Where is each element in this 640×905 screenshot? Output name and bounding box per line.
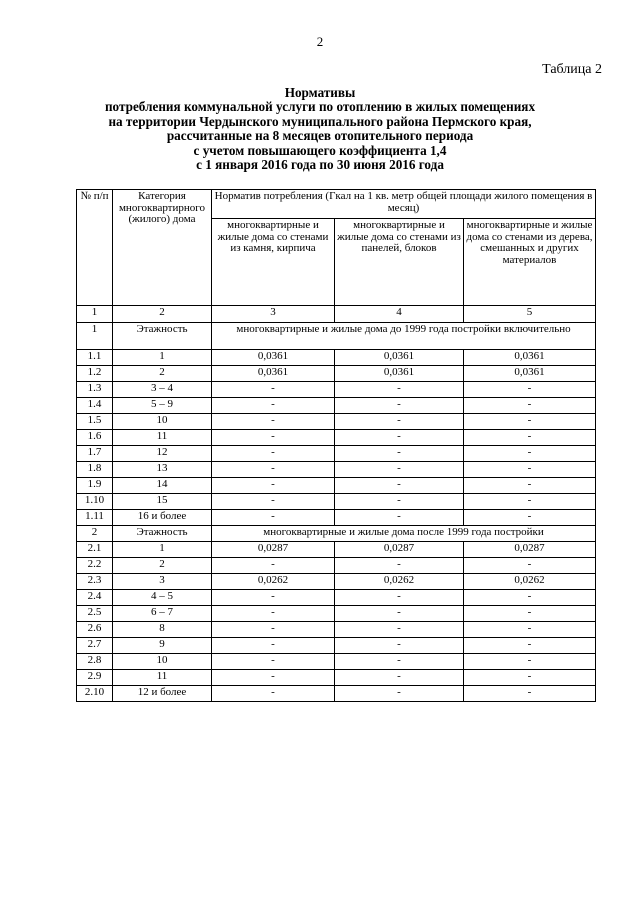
section-category: Этажность <box>113 323 212 350</box>
column-number: 3 <box>212 306 335 323</box>
value-stone: - <box>212 382 335 398</box>
value-wood: - <box>464 670 596 686</box>
header-row <box>77 190 596 219</box>
value-wood: - <box>464 430 596 446</box>
column-number: 2 <box>113 306 212 323</box>
value-stone: 0,0262 <box>212 574 335 590</box>
row-number: 1.6 <box>77 430 113 446</box>
row-floors: 2 <box>113 366 212 382</box>
value-wood: 0,0287 <box>464 542 596 558</box>
value-wood: - <box>464 606 596 622</box>
value-panel: - <box>335 510 464 526</box>
table-row <box>77 478 596 494</box>
row-floors: 6 – 7 <box>113 606 212 622</box>
value-stone: - <box>212 398 335 414</box>
value-stone: - <box>212 558 335 574</box>
row-number: 2.4 <box>77 590 113 606</box>
section-row-1 <box>77 323 596 350</box>
value-panel: - <box>335 606 464 622</box>
row-number: 2.6 <box>77 622 113 638</box>
value-panel: - <box>335 478 464 494</box>
row-floors: 12 и более <box>113 686 212 702</box>
row-floors: 5 – 9 <box>113 398 212 414</box>
row-floors: 9 <box>113 638 212 654</box>
table-row <box>77 670 596 686</box>
table-row <box>77 542 596 558</box>
row-floors: 13 <box>113 462 212 478</box>
value-stone: - <box>212 446 335 462</box>
value-wood: - <box>464 494 596 510</box>
value-wood: 0,0361 <box>464 350 596 366</box>
table-row <box>77 350 596 366</box>
row-floors: 12 <box>113 446 212 462</box>
table-row <box>77 606 596 622</box>
title-line: с 1 января 2016 года по 30 июня 2016 года <box>196 157 444 173</box>
row-number: 1.2 <box>77 366 113 382</box>
section-number: 2 <box>77 526 113 542</box>
table-row <box>77 622 596 638</box>
column-number-row <box>77 306 596 323</box>
value-wood: - <box>464 382 596 398</box>
value-panel: - <box>335 398 464 414</box>
value-wood: - <box>464 654 596 670</box>
header-norm: Норматив потребления (Гкал на 1 кв. метр общей площади жилого помещения в месяц) <box>212 190 596 219</box>
row-number: 1.11 <box>77 510 113 526</box>
value-wood: - <box>464 590 596 606</box>
value-panel: - <box>335 430 464 446</box>
table-row <box>77 462 596 478</box>
section-description: многоквартирные и жилые дома после 1999 года постройки <box>212 526 596 542</box>
row-number: 2.5 <box>77 606 113 622</box>
title-line: с учетом повышающего коэффициента 1,4 <box>193 142 447 158</box>
value-stone: - <box>212 478 335 494</box>
row-floors: 3 – 4 <box>113 382 212 398</box>
row-number: 1.9 <box>77 478 113 494</box>
value-wood: - <box>464 478 596 494</box>
table-row <box>77 446 596 462</box>
section-number: 1 <box>77 323 113 350</box>
row-floors: 4 – 5 <box>113 590 212 606</box>
page-number: 2 <box>316 34 324 49</box>
value-panel: - <box>335 414 464 430</box>
header-col-panel: многоквартирные и жилые дома со стенами из панелей, блоков <box>335 219 464 306</box>
row-number: 1.4 <box>77 398 113 414</box>
column-number: 1 <box>77 306 113 323</box>
table-row <box>77 558 596 574</box>
row-floors: 11 <box>113 670 212 686</box>
value-panel: - <box>335 446 464 462</box>
value-wood: - <box>464 622 596 638</box>
table-row <box>77 574 596 590</box>
value-stone: - <box>212 654 335 670</box>
row-number: 1.3 <box>77 382 113 398</box>
row-floors: 3 <box>113 574 212 590</box>
value-panel: - <box>335 590 464 606</box>
value-wood: - <box>464 638 596 654</box>
table-row <box>77 398 596 414</box>
value-stone: - <box>212 638 335 654</box>
row-floors: 10 <box>113 414 212 430</box>
value-wood: 0,0361 <box>464 366 596 382</box>
table-row <box>77 366 596 382</box>
row-floors: 2 <box>113 558 212 574</box>
section-category: Этажность <box>113 526 212 542</box>
value-panel: - <box>335 654 464 670</box>
header-category: Категория многоквартирного (жилого) дома <box>113 190 212 306</box>
value-panel: - <box>335 382 464 398</box>
value-wood: 0,0262 <box>464 574 596 590</box>
row-number: 1.1 <box>77 350 113 366</box>
row-number: 1.8 <box>77 462 113 478</box>
header-col-stone: многоквартирные и жилые дома со стенами из камня, кирпича <box>212 219 335 306</box>
table-label: Таблица 2 <box>542 62 602 77</box>
row-number: 1.5 <box>77 414 113 430</box>
title-line: Нормативы <box>284 85 356 100</box>
title-line: на территории Чердынского муниципального района Пермского края, <box>108 113 532 129</box>
row-number: 1.7 <box>77 446 113 462</box>
value-stone: - <box>212 494 335 510</box>
row-number: 2.8 <box>77 654 113 670</box>
row-floors: 11 <box>113 430 212 446</box>
column-number: 5 <box>464 306 596 323</box>
value-wood: - <box>464 558 596 574</box>
value-panel: - <box>335 622 464 638</box>
value-panel: - <box>335 558 464 574</box>
norms-table <box>76 189 596 702</box>
value-stone: - <box>212 414 335 430</box>
document-title <box>60 86 580 172</box>
row-number: 2.2 <box>77 558 113 574</box>
table-row <box>77 686 596 702</box>
value-panel: 0,0361 <box>335 350 464 366</box>
value-wood: - <box>464 414 596 430</box>
value-wood: - <box>464 446 596 462</box>
table-row <box>77 414 596 430</box>
table-row <box>77 654 596 670</box>
header-col-wood: многоквартирные и жилые дома со стенами из дерева, смешанных и других материалов <box>464 219 596 306</box>
title-line: рассчитанные на 8 месяцев отопительного периода <box>166 128 474 144</box>
row-number: 2.10 <box>77 686 113 702</box>
value-panel: 0,0361 <box>335 366 464 382</box>
row-floors: 14 <box>113 478 212 494</box>
value-stone: - <box>212 606 335 622</box>
row-floors: 15 <box>113 494 212 510</box>
value-panel: 0,0287 <box>335 542 464 558</box>
value-stone: - <box>212 510 335 526</box>
row-number: 2.1 <box>77 542 113 558</box>
value-stone: - <box>212 430 335 446</box>
row-floors: 1 <box>113 350 212 366</box>
row-floors: 10 <box>113 654 212 670</box>
value-panel: - <box>335 670 464 686</box>
row-floors: 16 и более <box>113 510 212 526</box>
value-stone: - <box>212 686 335 702</box>
row-number: 1.10 <box>77 494 113 510</box>
table-row <box>77 430 596 446</box>
value-panel: - <box>335 462 464 478</box>
header-number: № п/п <box>77 190 113 306</box>
value-panel: - <box>335 686 464 702</box>
value-panel: - <box>335 638 464 654</box>
value-stone: 0,0287 <box>212 542 335 558</box>
value-panel: 0,0262 <box>335 574 464 590</box>
value-wood: - <box>464 398 596 414</box>
value-stone: - <box>212 622 335 638</box>
row-number: 2.7 <box>77 638 113 654</box>
row-number: 2.9 <box>77 670 113 686</box>
table-row <box>77 638 596 654</box>
value-stone: 0,0361 <box>212 366 335 382</box>
column-number: 4 <box>335 306 464 323</box>
row-floors: 8 <box>113 622 212 638</box>
value-wood: - <box>464 686 596 702</box>
row-floors: 1 <box>113 542 212 558</box>
value-stone: - <box>212 590 335 606</box>
value-wood: - <box>464 462 596 478</box>
table-row <box>77 590 596 606</box>
table-row <box>77 510 596 526</box>
value-wood: - <box>464 510 596 526</box>
value-stone: 0,0361 <box>212 350 335 366</box>
value-stone: - <box>212 670 335 686</box>
value-stone: - <box>212 462 335 478</box>
section-row-2 <box>77 526 596 542</box>
title-line: потребления коммунальной услуги по отоплению в жилых помещениях <box>104 99 536 115</box>
value-panel: - <box>335 494 464 510</box>
row-number: 2.3 <box>77 574 113 590</box>
table-row <box>77 494 596 510</box>
table-row <box>77 382 596 398</box>
section-description: многоквартирные и жилые дома до 1999 года постройки включительно <box>212 323 596 350</box>
